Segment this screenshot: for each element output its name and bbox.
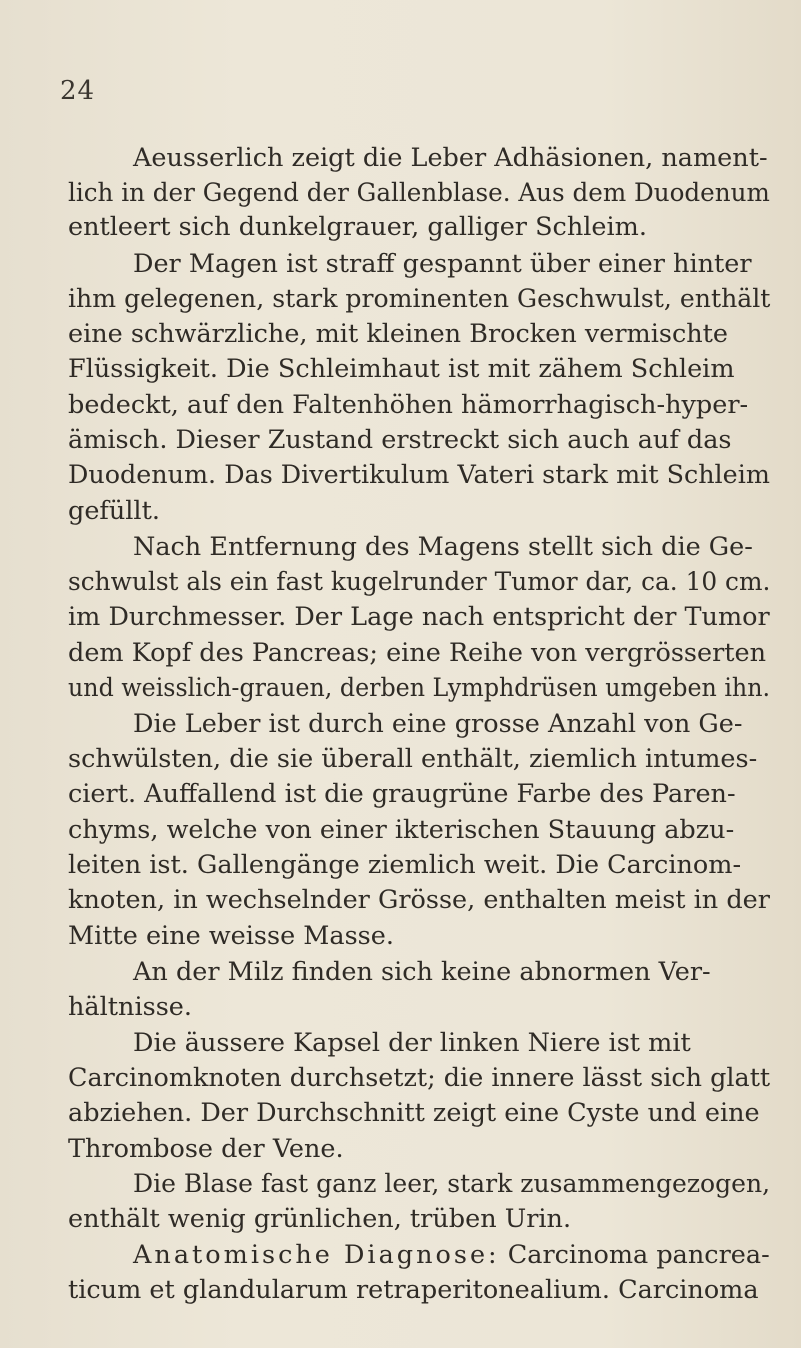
text-line: leiten ist. Gallengänge ziemlich weit. Die Carcinom- xyxy=(68,850,742,880)
text-line: ciert. Auffallend ist die graugrüne Farbe des Paren- xyxy=(68,779,736,809)
text-line: Die äussere Kapsel der linken Niere ist mit xyxy=(133,1028,691,1058)
text-line: dem Kopf des Pancreas; eine Reihe von vergrösserten xyxy=(68,638,767,668)
text-line: hältnisse. xyxy=(68,992,192,1022)
text-line: Die Leber ist durch eine grosse Anzahl von Ge- xyxy=(133,709,743,739)
text-line: schwulst als ein fast kugelrunder Tumor dar, ca. 10 cm. xyxy=(68,567,771,597)
text-line: ticum et glandularum retraperitonealium. Carcinoma xyxy=(68,1275,759,1305)
text-line: Duodenum. Das Divertikulum Vateri stark mit Schleim xyxy=(68,460,770,490)
text-line: An der Milz finden sich keine abnormen Ver- xyxy=(133,957,711,987)
text-line xyxy=(133,1240,770,1270)
text-line: chyms, welche von einer ikterischen Stauung abzu- xyxy=(68,815,735,845)
text-line: enthält wenig grünlichen, trüben Urin. xyxy=(68,1204,572,1234)
text-line: knoten, in wechselnder Grösse, enthalten meist in der xyxy=(68,885,770,915)
text-line: Nach Entfernung des Magens stellt sich die Ge- xyxy=(133,532,753,562)
text-line: abziehen. Der Durchschnitt zeigt eine Cyste und eine xyxy=(68,1098,760,1128)
text-line: gefüllt. xyxy=(68,496,160,526)
page-number: 24 xyxy=(60,76,96,106)
text-line: lich in der Gegend der Gallenblase. Aus dem Duodenum xyxy=(68,178,770,208)
text-line: Thrombose der Vene. xyxy=(68,1134,344,1164)
text-line: ämisch. Dieser Zustand erstreckt sich auch auf das xyxy=(68,425,732,455)
text-line: im Durchmesser. Der Lage nach entspricht der Tumor xyxy=(68,602,770,632)
diagnosis-heading: Anatomische Diagnose: xyxy=(133,1240,500,1270)
text-line: schwülsten, die sie überall enthält, ziemlich intumes- xyxy=(68,744,758,774)
text-line: Mitte eine weisse Masse. xyxy=(68,921,394,951)
text-line: entleert sich dunkelgrauer, galliger Schleim. xyxy=(68,212,647,242)
text-line: eine schwärzliche, mit kleinen Brocken vermischte xyxy=(68,319,728,349)
text-line: Der Magen ist straff gespannt über einer hinter xyxy=(133,249,752,279)
text-line: Carcinomknoten durchsetzt; die innere lässt sich glatt xyxy=(68,1063,771,1093)
text-line: Flüssigkeit. Die Schleimhaut ist mit zähem Schleim xyxy=(68,354,735,384)
text-line: ihm gelegenen, stark prominenten Geschwulst, enthält xyxy=(68,284,771,314)
text-line: Die Blase fast ganz leer, stark zusammengezogen, xyxy=(133,1169,771,1199)
text-line: bedeckt, auf den Faltenhöhen hämorrhagisch-hyper- xyxy=(68,390,749,420)
text-line: und weisslich-grauen, derben Lymphdrüsen umgeben ihn. xyxy=(68,673,771,703)
text-line: Aeusserlich zeigt die Leber Adhäsionen, nament- xyxy=(133,143,768,173)
diagnosis-text: Carcinoma pancrea- xyxy=(499,1240,770,1270)
